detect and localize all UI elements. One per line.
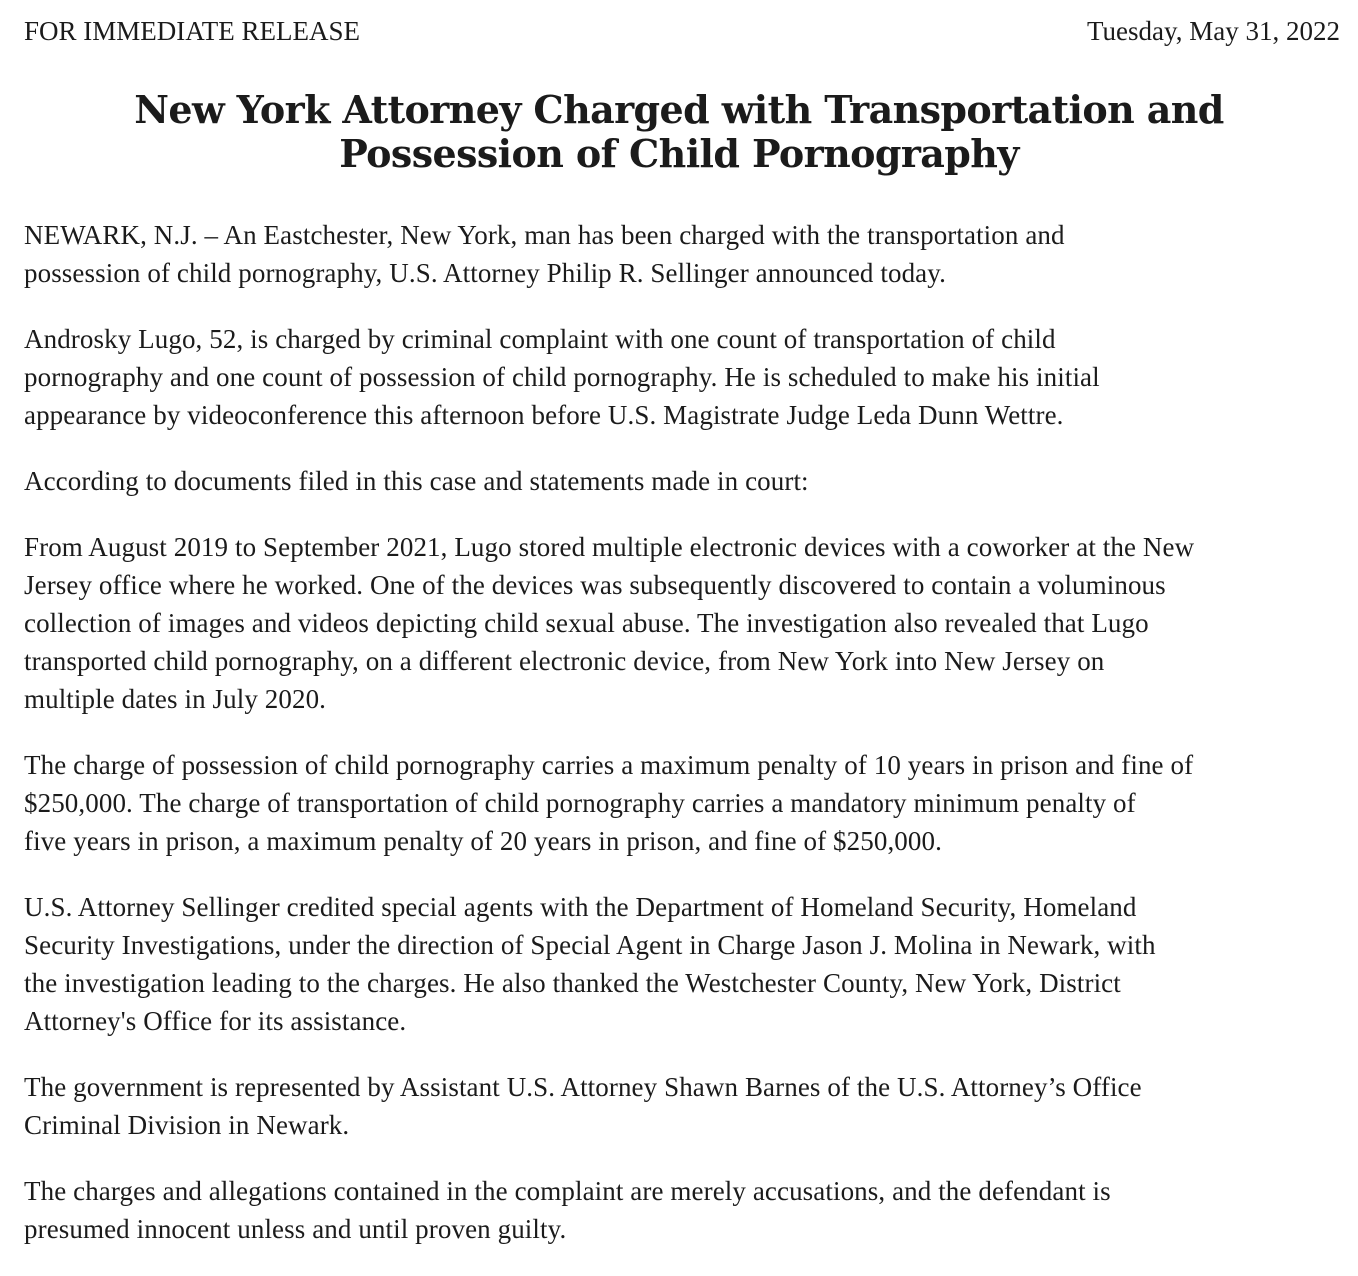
text-line: presumed innocent unless and until proven guilty. xyxy=(24,1214,567,1244)
text-line: the investigation leading to the charges. He also thanked the Westchester County, New York, District xyxy=(24,968,1121,998)
text-line: Attorney's Office for its assistance. xyxy=(24,1006,407,1036)
text-line: multiple dates in July 2020. xyxy=(24,684,327,714)
text-line: The charges and allegations contained in the complaint are merely accusations, and the defendant is xyxy=(24,1176,1111,1206)
release-header xyxy=(24,14,1340,48)
paragraph-announcement xyxy=(24,216,1354,292)
text-line: Security Investigations, under the direction of Special Agent in Charge Jason J. Molina in Newark, with xyxy=(24,930,1156,960)
text-line: NEWARK, N.J. – An Eastchester, New York, man has been charged with the transportation and xyxy=(24,220,1065,250)
release-label: FOR IMMEDIATE RELEASE xyxy=(24,16,360,46)
text-line: collection of images and videos depicting child sexual abuse. The investigation also revealed that Lugo xyxy=(24,608,1149,638)
headline-line: New York Attorney Charged with Transportation and xyxy=(134,87,1224,132)
text-line: Jersey office where he worked. One of the devices was subsequently discovered to contain a voluminous xyxy=(24,570,1166,600)
text-line: five years in prison, a maximum penalty of 20 years in prison, and fine of $250,000. xyxy=(24,826,942,856)
text-line: The government is represented by Assistant U.S. Attorney Shawn Barnes of the U.S. Attorney’s Office xyxy=(24,1072,1142,1102)
text-line: U.S. Attorney Sellinger credited special agents with the Department of Homeland Security, Homeland xyxy=(24,892,1137,922)
text-line: According to documents filed in this case and statements made in court: xyxy=(24,466,809,496)
text-line: appearance by videoconference this afternoon before U.S. Magistrate Judge Leda Dunn Wettre. xyxy=(24,400,1064,430)
text-line: The charge of possession of child pornography carries a maximum penalty of 10 years in prison and fine of xyxy=(24,750,1194,780)
release-date: Tuesday, May 31, 2022 xyxy=(1086,16,1340,46)
text-line: transported child pornography, on a different electronic device, from New York into New Jersey on xyxy=(24,646,1105,676)
headline-line: Possession of Child Pornography xyxy=(339,131,1019,176)
paragraph-prosecutor xyxy=(24,1068,1354,1144)
text-line: Criminal Division in Newark. xyxy=(24,1110,350,1140)
paragraph-facts xyxy=(24,528,1354,718)
paragraph-credits xyxy=(24,888,1354,1040)
text-line: From August 2019 to September 2021, Lugo stored multiple electronic devices with a coworker at the New xyxy=(24,532,1195,562)
text-line: possession of child pornography, U.S. Attorney Philip R. Sellinger announced today. xyxy=(24,258,946,288)
text-line: $250,000. The charge of transportation of child pornography carries a mandatory minimum penalty of xyxy=(24,788,1136,818)
paragraph-disclaimer xyxy=(24,1172,1354,1248)
text-line: pornography and one count of possession of child pornography. He is scheduled to make his initial xyxy=(24,362,1100,392)
headline xyxy=(0,88,1358,176)
paragraph-documents-intro xyxy=(24,462,1354,500)
article-body xyxy=(24,216,1354,1276)
text-line: Androsky Lugo, 52, is charged by criminal complaint with one count of transportation of child xyxy=(24,324,1056,354)
paragraph-penalties xyxy=(24,746,1354,860)
paragraph-charges xyxy=(24,320,1354,434)
